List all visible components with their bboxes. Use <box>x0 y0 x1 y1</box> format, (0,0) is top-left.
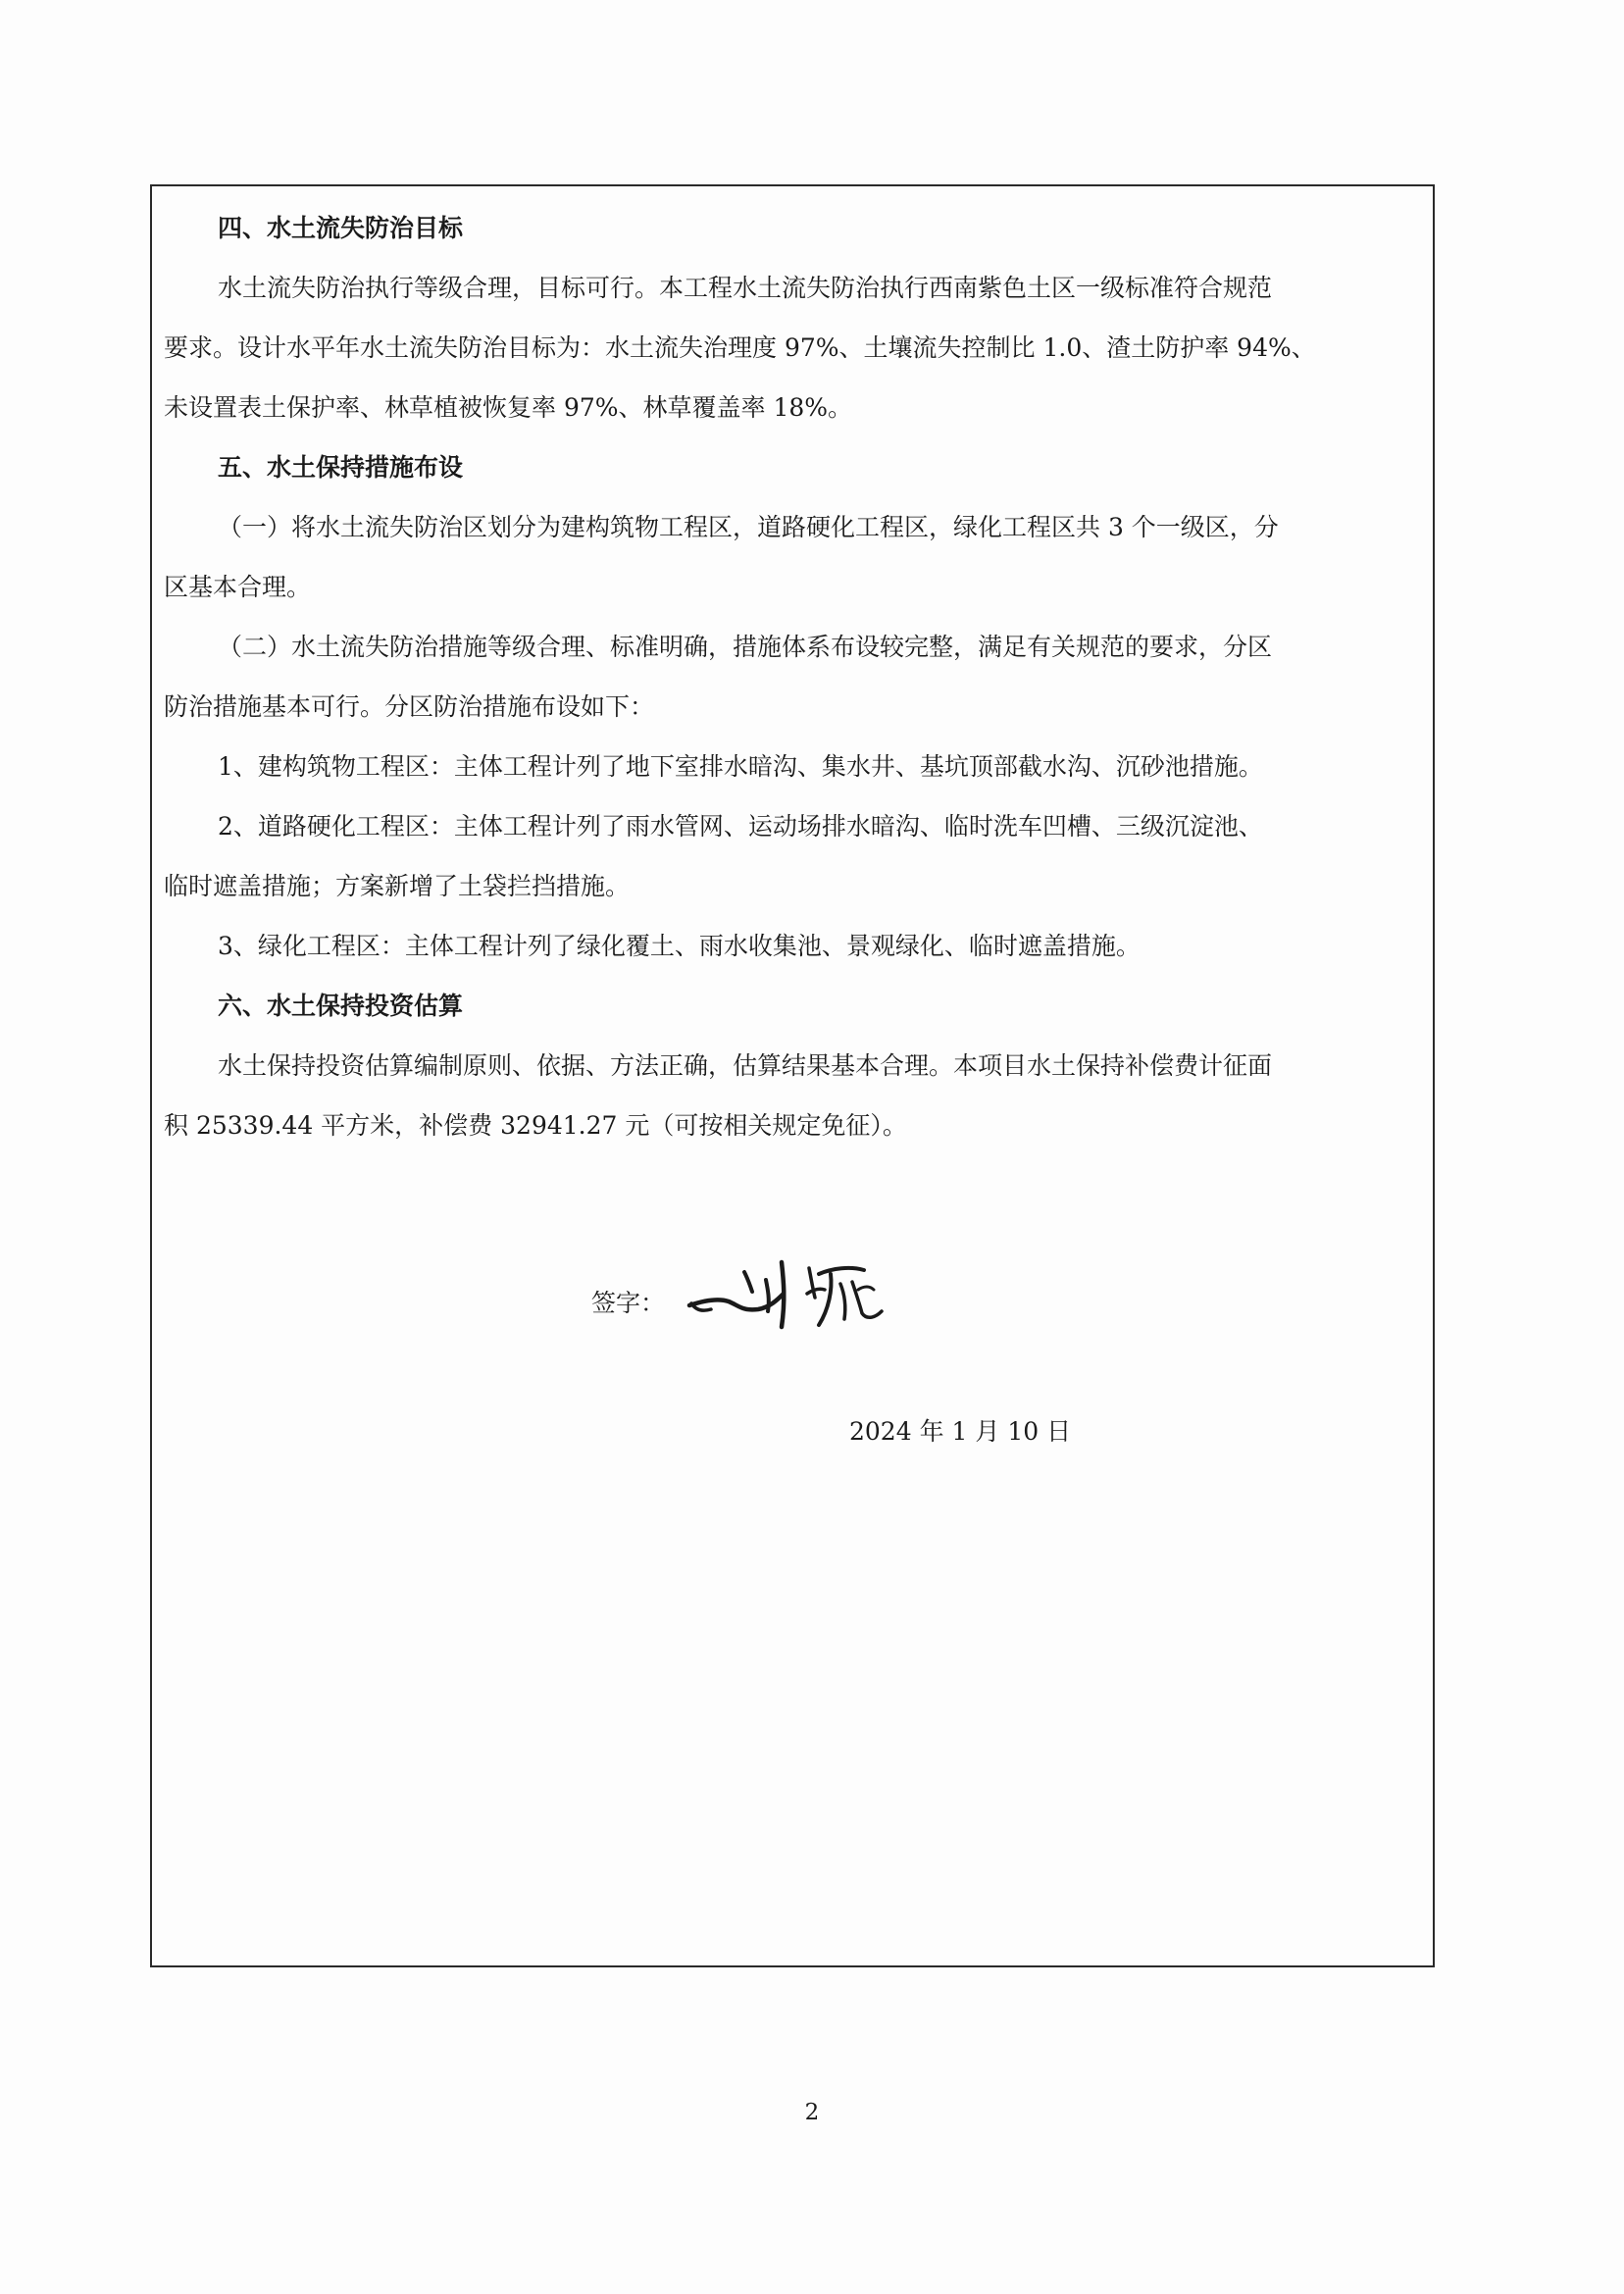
section-body-measures <box>164 511 1423 963</box>
text-line: （二）水土流失防治措施等级合理、标准明确，措施体系布设较完整，满足有关规范的要求，分区 <box>218 633 1273 661</box>
text-line: 3、绿化工程区：主体工程计列了绿化覆土、雨水收集池、景观绿化、临时遮盖措施。 <box>218 932 1141 960</box>
section-body-investment <box>164 1049 1423 1143</box>
text-line: 区基本合理。 <box>164 573 312 601</box>
text-line: 水土保持投资估算编制原则、依据、方法正确，估算结果基本合理。本项目水土保持补偿费计征面 <box>218 1051 1273 1080</box>
section-body-objectives <box>164 272 1423 425</box>
signature-date: 2024 年 1 月 10 日 <box>849 1417 1072 1446</box>
section-heading-measures: 五、水土保持措施布设 <box>218 453 464 482</box>
content-body <box>164 200 1423 1169</box>
section-heading-objectives: 四、水土流失防治目标 <box>218 214 464 242</box>
text-line: 防治措施基本可行。分区防治措施布设如下： <box>164 692 655 721</box>
section-heading-investment: 六、水土保持投资估算 <box>218 992 464 1020</box>
signature-block <box>591 1272 1003 1341</box>
text-line: 要求。设计水平年水土流失防治目标为：水土流失治理度 97%、土壤流失控制比 1.0、渣土防护率 94%、 <box>164 333 1316 362</box>
text-line: （一）将水土流失防治区划分为建构筑物工程区，道路硬化工程区，绿化工程区共 3 个一级区，分 <box>218 513 1279 541</box>
page-number: 2 <box>804 2100 820 2125</box>
text-line: 临时遮盖措施；方案新增了土袋拦挡措施。 <box>164 872 631 900</box>
text-line: 2、道路硬化工程区：主体工程计列了雨水管网、运动场排水暗沟、临时洗车凹槽、三级沉淀池、 <box>218 812 1263 841</box>
text-line: 1、建构筑物工程区：主体工程计列了地下室排水暗沟、集水井、基坑顶部截水沟、沉砂池措施。 <box>218 752 1263 781</box>
text-line: 未设置表土保护率、林草植被恢复率 97%、林草覆盖率 18%。 <box>164 393 853 422</box>
handwritten-signature <box>672 1250 907 1339</box>
content-frame <box>150 184 1435 1967</box>
text-line: 水土流失防治执行等级合理，目标可行。本工程水土流失防治执行西南紫色土区一级标准符合规范 <box>218 274 1273 302</box>
text-line: 积 25339.44 平方米，补偿费 32941.27 元（可按相关规定免征）。 <box>164 1111 907 1140</box>
signature-label: 签字： <box>591 1289 666 1317</box>
